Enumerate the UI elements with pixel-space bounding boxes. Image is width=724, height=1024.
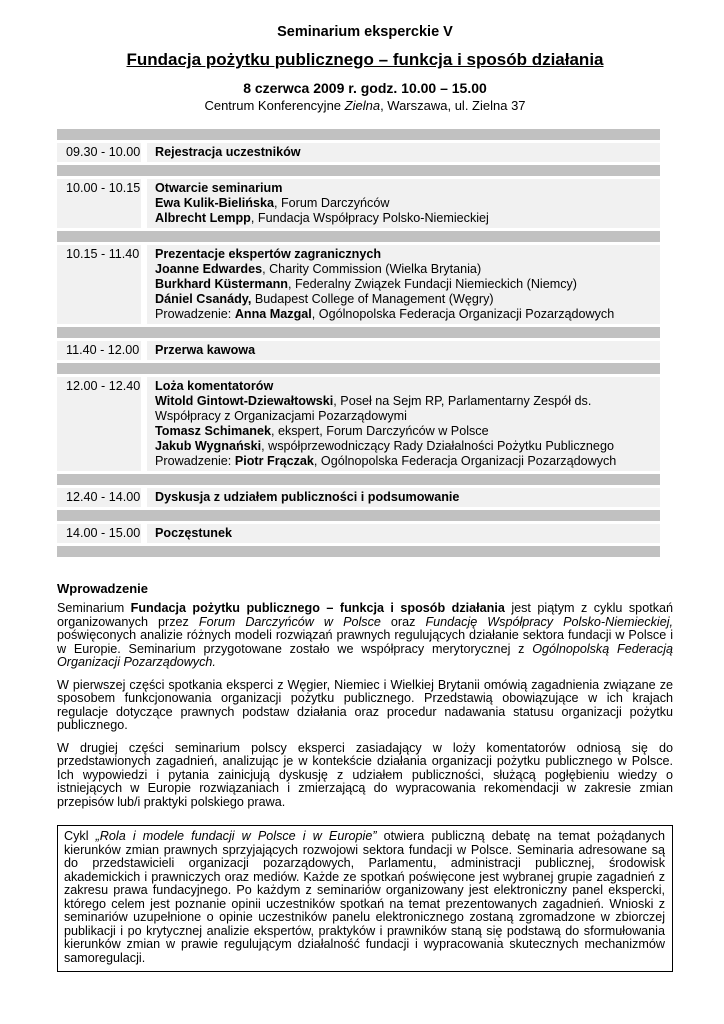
schedule-row bbox=[57, 488, 660, 507]
separator-bar bbox=[57, 546, 660, 557]
schedule-description bbox=[147, 377, 660, 471]
text-segment: Jakub Wygnański bbox=[155, 439, 262, 453]
text-segment: Zielna bbox=[344, 98, 381, 113]
text-segment: , Ogólnopolska Federacja Organizacji Pozarządowych bbox=[313, 454, 617, 468]
text-segment: Anna Mazgal bbox=[234, 307, 312, 321]
text-segment: Loża komentatorów bbox=[155, 379, 274, 393]
intro-paragraph bbox=[57, 742, 673, 810]
introduction-paragraphs bbox=[57, 602, 673, 809]
schedule-row bbox=[57, 377, 660, 471]
schedule-time: 12.00 - 12.40 bbox=[57, 377, 141, 471]
schedule-row bbox=[57, 179, 660, 228]
text-segment: poświęconych analizie różnych modeli rozwiązań prawnych regulujących działanie sektora fundacji w Polsce i w Europie. Seminarium przygotowane zostało we współpracy merytorycznej z bbox=[57, 628, 673, 656]
schedule-time: 12.40 - 14.00 bbox=[57, 488, 141, 507]
intro-paragraph bbox=[57, 679, 673, 733]
text-segment: Prowadzenie: bbox=[155, 454, 235, 468]
separator-bar bbox=[57, 165, 660, 176]
text-segment: oraz bbox=[380, 614, 426, 629]
seminar-datetime: 8 czerwca 2009 r. godz. 10.00 – 15.00 bbox=[243, 80, 487, 96]
schedule-line bbox=[155, 262, 652, 277]
text-segment: Forum Darczyńców w Polsce bbox=[198, 614, 381, 629]
schedule-line bbox=[155, 394, 652, 424]
seminar-series-title: Seminarium eksperckie V bbox=[277, 24, 453, 40]
schedule-row bbox=[57, 143, 660, 162]
text-segment: Tomasz Schimanek bbox=[155, 424, 271, 438]
schedule-description bbox=[147, 245, 660, 324]
schedule-line bbox=[155, 424, 652, 439]
document-header bbox=[57, 24, 673, 113]
text-segment: , Federalny Związek Fundacji Niemieckich (Niemcy) bbox=[287, 277, 578, 291]
schedule-line bbox=[155, 490, 652, 505]
text-segment: Dániel Csanády, bbox=[155, 292, 252, 306]
text-segment: Witold Gintowt-Dziewałtowski bbox=[155, 394, 334, 408]
text-segment: , Ogólnopolska Federacja Organizacji Pozarządowych bbox=[311, 307, 615, 321]
text-segment: Seminarium bbox=[57, 601, 131, 615]
separator-bar bbox=[57, 510, 660, 521]
info-box-paragraph bbox=[64, 830, 665, 965]
separator-bar bbox=[57, 129, 660, 140]
text-segment: , Poseł na Sejm RP, Parlamentarny Zespół ds. Współpracy z Organizacjami Pozarządowymi bbox=[155, 394, 592, 423]
schedule-time: 09.30 - 10.00 bbox=[57, 143, 141, 162]
text-segment: , Charity Commission (Wielka Brytania) bbox=[262, 262, 482, 276]
schedule-description bbox=[147, 341, 660, 360]
text-segment: W pierwszej części spotkania eksperci z Węgier, Niemiec i Wielkiej Brytanii omówią zagadnienia związane ze sposobem funkcjonowania organizacji pożytku publicznego. Przedstawią obowiązujące w ich krajach regulacje dotyczące prawnych podstaw działania oraz procedur nadawania statusu organizacji pożytku publicznego. bbox=[57, 677, 673, 732]
schedule-line bbox=[155, 454, 652, 469]
schedule-time: 10.15 - 11.40 bbox=[57, 245, 141, 324]
separator-bar bbox=[57, 363, 660, 374]
text-segment: Cykl bbox=[64, 829, 96, 843]
schedule-description bbox=[147, 488, 660, 507]
text-segment: Centrum Konferencyjne bbox=[204, 98, 345, 113]
text-segment: Ewa Kulik-Bielińska bbox=[155, 196, 274, 210]
schedule-time: 11.40 - 12.00 bbox=[57, 341, 141, 360]
text-segment: Prezentacje ekspertów zagranicznych bbox=[155, 247, 382, 261]
series-info-box bbox=[57, 825, 673, 972]
schedule-line bbox=[155, 181, 652, 196]
seminar-venue bbox=[57, 98, 673, 113]
schedule-row bbox=[57, 245, 660, 324]
schedule-description bbox=[147, 524, 660, 543]
schedule-line bbox=[155, 247, 652, 262]
text-segment: Burkhard Küstermann bbox=[155, 277, 288, 291]
text-segment: , Warszawa, ul. Zielna 37 bbox=[380, 98, 526, 113]
schedule-line bbox=[155, 292, 652, 307]
text-segment: Poczęstunek bbox=[155, 526, 232, 540]
text-segment: , Fundacja Współpracy Polsko-Niemieckiej bbox=[250, 211, 489, 225]
introduction-heading: Wprowadzenie bbox=[57, 581, 149, 596]
text-segment: Piotr Frączak bbox=[234, 454, 314, 468]
text-segment: Rejestracja uczestników bbox=[155, 145, 301, 159]
separator-bar bbox=[57, 474, 660, 485]
separator-bar bbox=[57, 327, 660, 338]
text-segment: Albrecht Lempp bbox=[155, 211, 251, 225]
text-segment: , ekspert, Forum Darczyńców w Polsce bbox=[270, 424, 489, 438]
schedule-row bbox=[57, 524, 660, 543]
text-segment: Dyskusja z udziałem publiczności i podsumowanie bbox=[155, 490, 460, 504]
schedule-line bbox=[155, 526, 652, 541]
schedule-line bbox=[155, 277, 652, 292]
text-segment: Otwarcie seminarium bbox=[155, 181, 283, 195]
text-segment: Joanne Edwardes bbox=[155, 262, 263, 276]
text-segment: jest piątym z cyklu spotkań organizowanych przez bbox=[57, 601, 673, 629]
schedule-line bbox=[155, 379, 652, 394]
text-segment: Fundacja pożytku publicznego – funkcja i sposób działania bbox=[130, 601, 505, 615]
intro-paragraph bbox=[57, 602, 673, 670]
schedule-line bbox=[155, 145, 652, 160]
schedule-description bbox=[147, 143, 660, 162]
schedule-line bbox=[155, 439, 652, 454]
introduction-section bbox=[57, 581, 673, 809]
separator-bar bbox=[57, 231, 660, 242]
text-segment: Prowadzenie: bbox=[155, 307, 235, 321]
schedule-line bbox=[155, 211, 652, 226]
text-segment: , współprzewodniczący Rady Działalności Pożytku Publicznego bbox=[261, 439, 614, 453]
schedule-table bbox=[57, 129, 660, 557]
schedule-line bbox=[155, 307, 652, 322]
text-segment: Przerwa kawowa bbox=[155, 343, 256, 357]
text-segment: Fundację Współpracy Polsko-Niemieckiej, bbox=[425, 614, 673, 629]
schedule-line bbox=[155, 343, 652, 358]
text-segment: otwiera publiczną debatę na temat pożądanych kierunków zmian prawnych sprzyjających rozwojowi sektora fundacji w Polsce. Seminaria adresowane są do przedstawicieli organizacji pozarządowych, Parlamentu, administracji publicznej, środowisk akademickich i prawniczych oraz mediów. Każde ze spotkań poświęcone jest wybranej grupie zagadnień z zakresu prawa fundacyjnego. Po każdym z seminariów organizowany jest elektroniczny panel ekspercki, którego celem jest poznanie opinii uczestników spotkań na temat prezentowanych zagadnień. Wnioski z seminariów uzupełnione o opinie uczestników panelu elektronicznego zostaną zgromadzone w zbiorczej publikacji i po krytycznej analizie ekspertów, praktyków i prawników staną się podstawą do sformułowania kierunków zmian w prawie regulującym działalność fundacji i wypracowania skutecznych mechanizmów samoregulacji. bbox=[64, 829, 665, 965]
schedule-description bbox=[147, 179, 660, 228]
text-segment: W drugiej części seminarium polscy eksperci zasiadający w loży komentatorów odniosą się do przedstawionych zagadnień, analizując je w kontekście działania organizacji pożytku publicznego w Polsce. Ich wypowiedzi i pytania zainicjują dyskusję z udziałem publiczności, służącą pogłębieniu wiedzy o istniejących w Europie rozwiązaniach i zmierzającą do wypracowania rekomendacji w zakresie zmian przepisów lub/i praktyki polskiego prawa. bbox=[57, 740, 673, 809]
schedule-line bbox=[155, 196, 652, 211]
seminar-main-title: Fundacja pożytku publicznego – funkcja i sposób działania bbox=[126, 50, 604, 69]
schedule-time: 14.00 - 15.00 bbox=[57, 524, 141, 543]
schedule-time: 10.00 - 10.15 bbox=[57, 179, 141, 228]
schedule-row bbox=[57, 341, 660, 360]
text-segment: , Forum Darczyńców bbox=[273, 196, 390, 210]
text-segment: Ogólnopolską Federacją Organizacji Pozarządowych. bbox=[57, 641, 674, 669]
text-segment: Budapest College of Management (Węgry) bbox=[251, 292, 494, 306]
text-segment: „Rola i modele fundacji w Polsce i w Europie” bbox=[95, 829, 377, 843]
